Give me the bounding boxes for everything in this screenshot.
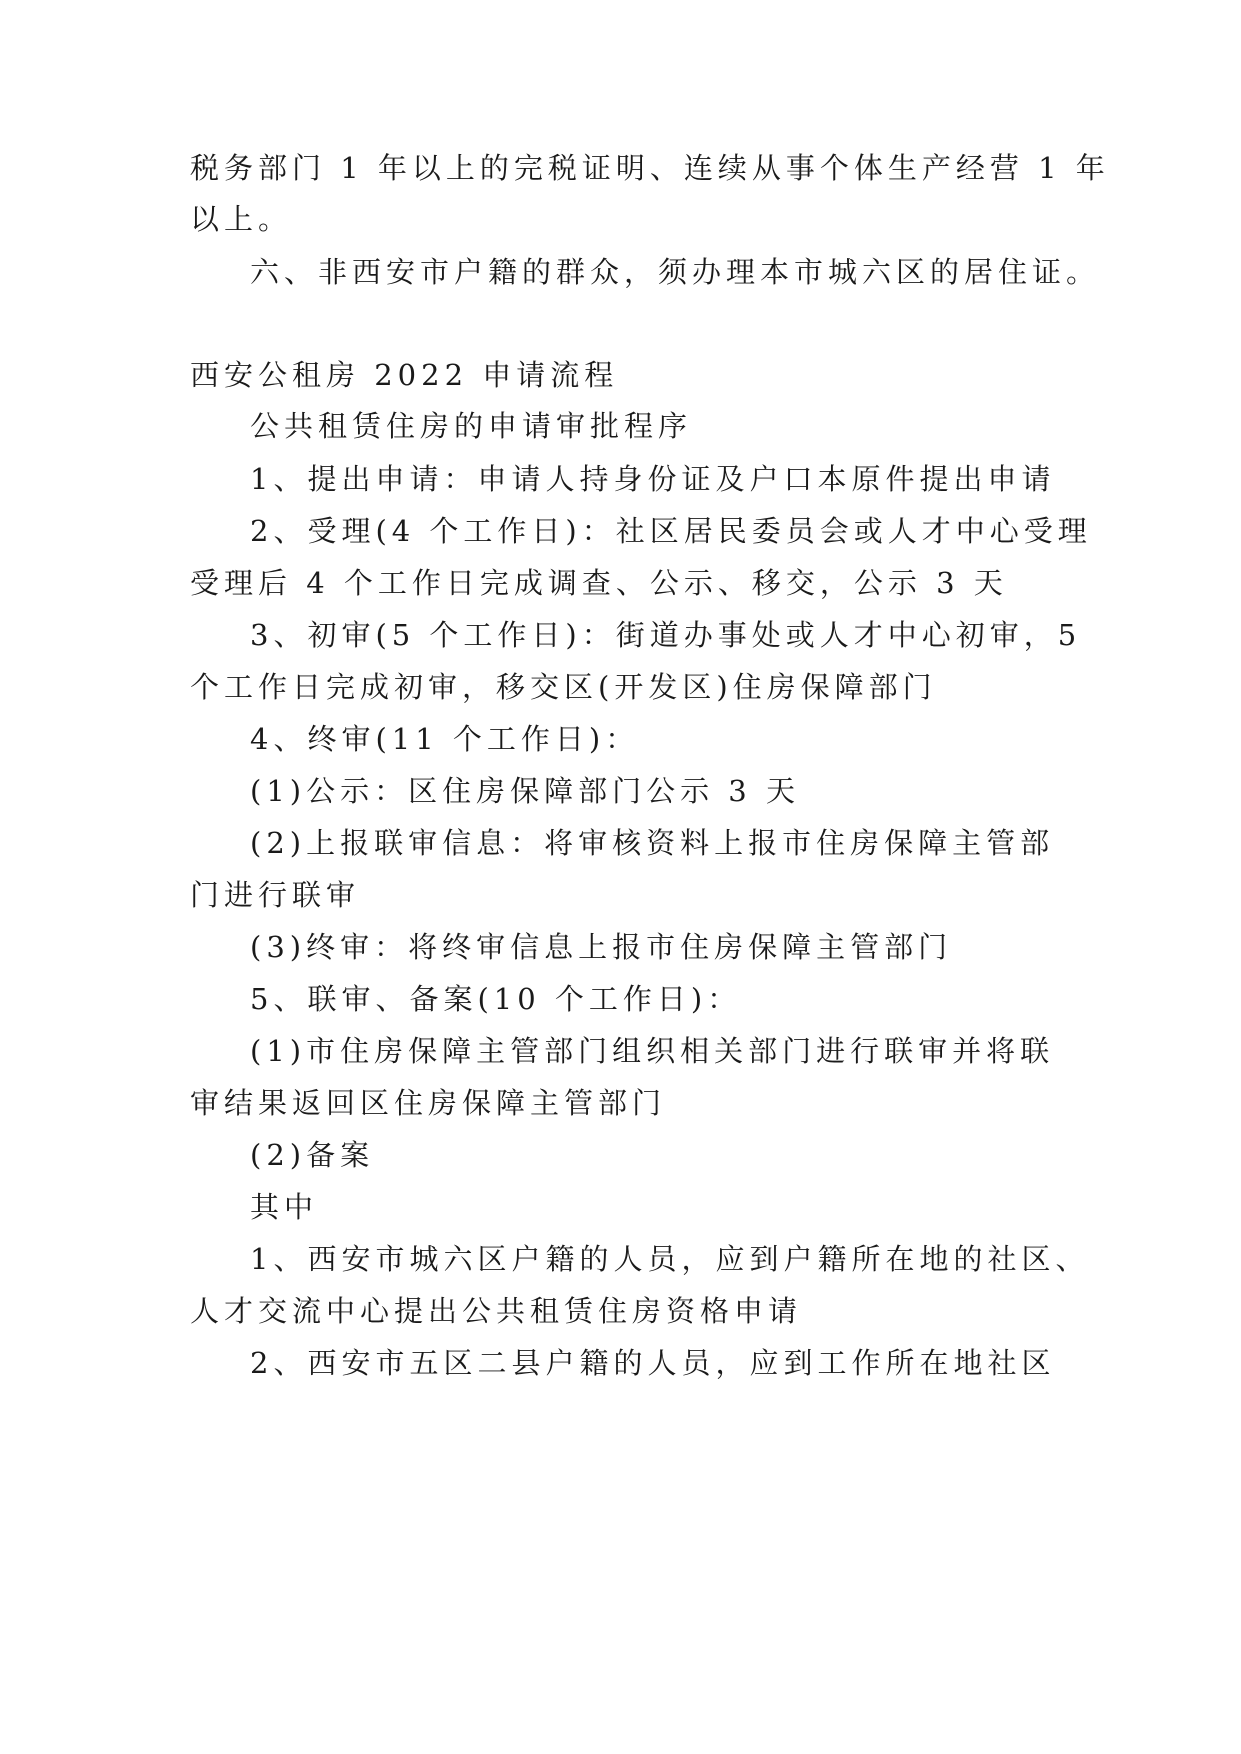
paragraph-line: 人才交流中心提出公共租赁住房资格申请	[190, 1294, 803, 1328]
list-item: (1)市住房保障主管部门组织相关部门进行联审并将联	[250, 1034, 1055, 1068]
paragraph-line: 公共租赁住房的申请审批程序	[250, 409, 693, 443]
list-item: (1)公示：区住房保障部门公示 3 天	[250, 774, 800, 808]
paragraph-line: 受理后 4 个工作日完成调查、公示、移交，公示 3 天	[190, 566, 1008, 600]
list-item: 1、提出申请：申请人持身份证及户口本原件提出申请	[250, 462, 1056, 496]
list-item: 3、初审(5 个工作日)：街道办事处或人才中心初审，5	[250, 618, 1082, 652]
list-item: (2)备案	[250, 1138, 375, 1172]
list-item: 5、联审、备案(10 个工作日)：	[250, 982, 742, 1016]
paragraph-line: 以上。	[190, 202, 293, 236]
paragraph-line: 税务部门 1 年以上的完税证明、连续从事个体生产经营 1 年	[190, 151, 1110, 185]
paragraph-line: 审结果返回区住房保障主管部门	[190, 1086, 667, 1120]
list-item: 2、受理(4 个工作日)：社区居民委员会或人才中心受理	[250, 514, 1092, 548]
section-heading: 西安公租房 2022 申请流程	[190, 358, 619, 392]
paragraph-line: 其中	[250, 1190, 319, 1224]
list-item: 2、西安市五区二县户籍的人员，应到工作所在地社区	[250, 1346, 1056, 1380]
list-item: 1、西安市城六区户籍的人员，应到户籍所在地的社区、	[250, 1242, 1090, 1276]
list-item: (2)上报联审信息：将审核资料上报市住房保障主管部	[250, 826, 1055, 860]
paragraph-line: 门进行联审	[190, 878, 361, 912]
list-item: 4、终审(11 个工作日)：	[250, 722, 640, 756]
paragraph-line: 个工作日完成初审，移交区(开发区)住房保障部门	[190, 670, 937, 704]
list-item: (3)终审：将终审信息上报市住房保障主管部门	[250, 930, 953, 964]
paragraph-line: 六、非西安市户籍的群众，须办理本市城六区的居住证。	[250, 255, 1101, 289]
